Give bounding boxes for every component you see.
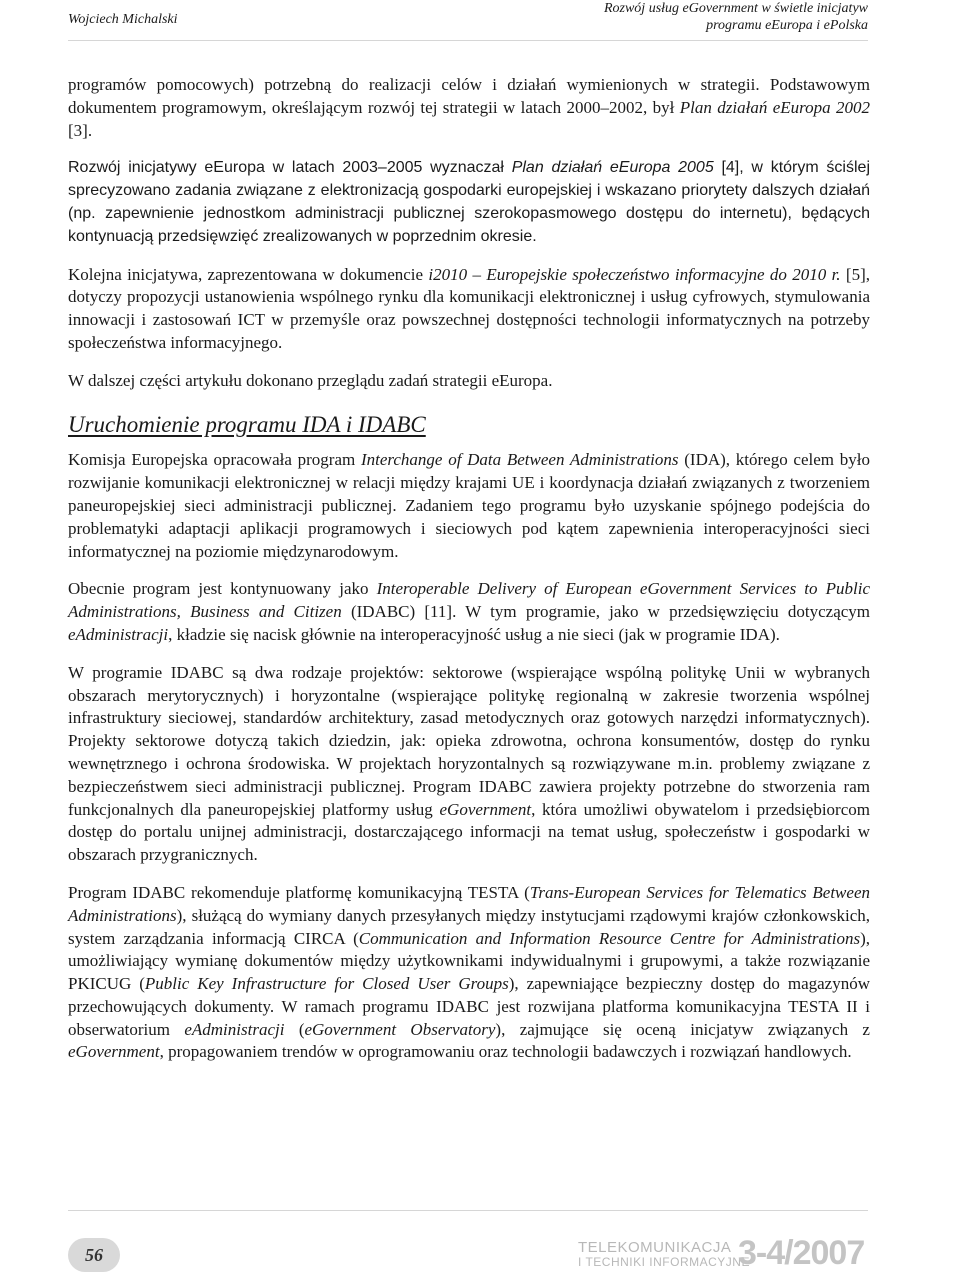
- header-author: Wojciech Michalski: [68, 12, 178, 27]
- paragraph: [68, 370, 870, 393]
- italic-run: eAdministracji: [184, 1019, 285, 1039]
- journal-name-line1: TELEKOMUNIKACJA: [578, 1239, 732, 1256]
- paragraph: [68, 449, 870, 563]
- italic-run: eGovernment: [439, 799, 532, 819]
- paragraph: [68, 74, 870, 142]
- text-run: Kolejna inicjatywa, zaprezentowana w dokumencie: [68, 264, 429, 284]
- header-title: [604, 0, 868, 34]
- text-run: (IDABC) [11]. W tym programie, jako w przedsięwzięciu dotyczącym: [341, 602, 871, 622]
- paragraph: [68, 578, 870, 646]
- journal-name: [578, 1240, 750, 1270]
- text-run: programów pomocowych) potrzebną do realizacji celów i działań wymienionych w strategii. Podstawowym dokumentem programowym, określającym rozwój tej strategii w latach 2000–2002, był: [68, 75, 870, 117]
- page-number: 56: [68, 1238, 120, 1272]
- italic-run: Communication and Information Resource Centre for Administrations: [358, 928, 861, 948]
- italic-run: Public Key Infrastructure for Closed User Groups: [144, 974, 509, 994]
- italic-run: Plan działań eEuropa 2002: [679, 97, 870, 117]
- header-title-line2: programu eEuropa i ePolska: [706, 18, 868, 33]
- text-run: ), zapewniające bezpieczny dostęp do magazynów przechowujących dokumenty. W ramach programu IDABC jest rozwijana platforma komunikacyjna TESTA II i obserwatorium: [68, 974, 870, 1039]
- section-heading: Uruchomienie programu IDA i IDABC: [68, 411, 426, 437]
- text-run: ), służącą do wymiany danych przesyłanych między instytucjami rządowymi krajów członkowskich, system zarządzania informacją CIRCA (: [68, 905, 870, 948]
- text-run: [4], w którym ściślej sprecyzowano zadania związane z elektronizacją gospodarki europejskiej i wskazano priorytety dalszych działań (np. zapewnienie jednostkom administracji publicznej szerokopasmowego dostępu do internetu), będących kontynuacją przedsięwzięć zrealizowanych w poprzednim okresie.: [68, 159, 870, 245]
- italic-run: Interoperable Delivery of European eGovernment Services to Public Administrations, Business and Citizen: [68, 579, 870, 622]
- text-run: , propagowaniem trendów w oprogramowaniu oraz technologii badawczych i rozwiązań handlowych.: [159, 1042, 852, 1062]
- text-run: (: [284, 1019, 305, 1039]
- text-run: ), zajmujące się oceną inicjatyw związanych z: [495, 1019, 870, 1039]
- italic-run: Plan działań eEuropa 2005: [511, 159, 714, 177]
- italic-run: i2010 – Europejskie społeczeństwo informacyjne do 2010 r.: [428, 264, 841, 284]
- paragraph: [68, 157, 870, 248]
- footer-divider: [68, 1210, 868, 1211]
- term-run: eEuropa: [204, 159, 265, 177]
- italic-run: eGovernment Observatory: [304, 1019, 496, 1039]
- text-run: , kładzie się nacisk głównie na interoperacyjność usług a nie sieci (jak w programie IDA).: [168, 624, 780, 644]
- text-run: Komisja Europejska opracowała program: [68, 450, 361, 470]
- paragraph: [68, 264, 870, 355]
- text-run: W programie IDABC są dwa rodzaje projektów: sektorowe (wspierające wspólną politykę Unii w wybranych obszarach merytorycznych) i horyzontalne (wspierające politykę regionalną w zakresie tworzenia wspólnej infrastruktury sieciowej, standardów architektury, zasad metodycznych oraz gotowych narzędzi informatycznych). Projekty sektorowe dotyczą takich dziedzin, jak: opieka zdrowotna, ochrona konsumentów, dostęp do rynku wewnętrznego i ochrona środowiska. W projektach horyzontalnych są rozwiązywane m.in. problemy związane z bezpieczeństwem sieci administracji publicznej. Program IDABC zawiera projekty potrzebne do stworzenia ram funkcjonalnych dla paneuropejskiej platformy usług: [68, 662, 870, 819]
- journal-name-line2: I TECHNIKI INFORMACYJNE: [578, 1255, 750, 1269]
- paragraph: [68, 662, 870, 867]
- italic-run: eAdministracji: [68, 624, 169, 644]
- text-run: W dalszej części artykułu dokonano przeglądu zadań strategii: [68, 370, 492, 390]
- italic-run: Interchange of Data Between Administrations: [360, 450, 679, 470]
- paragraph: [68, 882, 870, 1064]
- header-title-line1: Rozwój usług eGovernment w świetle inicjatyw: [603, 1, 868, 16]
- text-run: w latach 2003–2005 wyznaczał: [264, 159, 512, 177]
- text-run: ), umożliwiający wymianę dokumentów między użytkownikami indywidualnymi i grupowymi, a także rozwiązanie PKICUG (: [68, 928, 871, 994]
- text-run: , która umożliwi obywatelom i przedsiębiorcom dostęp do portalu unijnej administracji, dostarczającego informacji na temat usług, społeczeństw i gospodarki w obszarach przygranicznych.: [68, 799, 870, 865]
- header-divider: [68, 40, 868, 41]
- text-run: (IDA), którego celem było rozwijanie komunikacji elektronicznej w relacji między krajami UE i koordynacja działań związanych z tworzeniem paneuropejskiej sieci administracji publicznej. Zadaniem tego programu było uzyskanie spójnego podejścia do problematyki adaptacji aplikacji programowych i sieciowych pod kątem zapewnienia interoperacyjności sieci informatycznej na poziomie międzynarodowym.: [68, 450, 870, 561]
- text-run: Obecnie program jest kontynuowany jako: [68, 579, 377, 599]
- term-run: eEuropa: [491, 370, 549, 390]
- italic-run: Trans-European Services for Telematics Between Administrations: [68, 882, 870, 925]
- text-run: .: [548, 370, 553, 390]
- text-run: Program IDABC rekomenduje platformę komunikacyjną TESTA (: [68, 882, 530, 902]
- issue-number: 3-4/2007: [738, 1234, 865, 1272]
- text-run: Rozwój inicjatywy: [68, 159, 205, 177]
- text-run: [3].: [68, 120, 93, 140]
- text-run: [5], dotyczy propozycji ustanowienia wspólnego rynku dla komunikacji elektronicznej i usług cyfrowych, stymulowania innowacji i zastosowań ICT w przemyśle oraz powszechnej dostępności technologii informatycznych na potrzeby społeczeństwa informacyjnego.: [68, 264, 870, 352]
- italic-run: eGovernment: [68, 1042, 160, 1062]
- article-body: [68, 74, 870, 1064]
- running-header: [0, 0, 960, 40]
